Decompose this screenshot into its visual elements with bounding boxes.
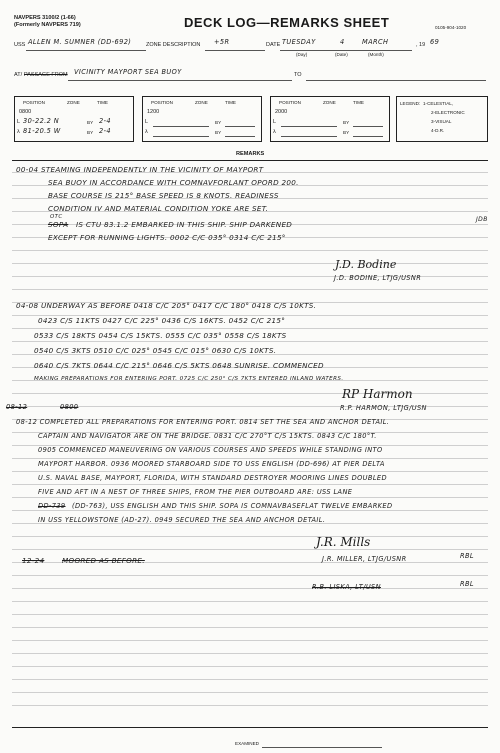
- zone-label: ZONE DESCRIPTION: [146, 42, 201, 48]
- watch1-line-6: EXCEPT FOR RUNNING LIGHTS. 0002 C/C 035° 0314 C/C 215°: [48, 233, 286, 242]
- longitude-line: [153, 136, 209, 137]
- watch2-line-2: 0423 C/S 11KTS 0427 C/C 225° 0436 C/S 16KTS. 0452 C/C 215°: [38, 316, 286, 325]
- date-label: DATE: [266, 42, 281, 48]
- watch4-text: MOORED AS BEFORE.: [62, 556, 145, 565]
- watch3-line-5: U.S. NAVAL BASE, MAYPORT, FLORIDA, WITH STANDARD DESTROYER MOORING LINES DOUBLED: [38, 474, 387, 482]
- box-header-position: POSITION: [151, 100, 173, 105]
- longitude-by-line: [353, 136, 383, 137]
- legend-item-celestial: 1-CELESTIAL,: [423, 101, 454, 106]
- longitude-value: 81-20.5 W: [23, 127, 61, 135]
- latitude-line: [281, 126, 337, 127]
- watch2-line-3: 0533 C/S 18KTS 0454 C/S 15KTS. 0555 C/C 035° 0558 C/S 18KTS: [34, 331, 287, 340]
- passage-label: PASSAGE FROM: [24, 72, 68, 78]
- latitude-by-label: BY: [215, 120, 222, 125]
- watch4-signer: R.B. LISKA, LT/USN: [312, 583, 381, 591]
- day-caption: (Day): [296, 52, 308, 57]
- passage-text: VICINITY MAYPORT SEA BUOY: [74, 68, 182, 76]
- watch1-signer: J.D. BODINE, LTJG/USNR: [334, 274, 422, 282]
- footer-rule: [12, 727, 488, 728]
- watch2-signature: RP Harmon: [342, 387, 413, 401]
- box-time: 2000: [275, 109, 288, 115]
- watch1-insert-note: OTC: [50, 214, 63, 220]
- watch1-line-3: BASE COURSE IS 215° BASE SPEED IS 8 KNOTS. READINESS: [48, 191, 279, 200]
- zone-value: +5R: [214, 38, 230, 46]
- box-header-time: TIME: [225, 100, 236, 105]
- at-label: AT/: [14, 72, 23, 78]
- watch3-line-3: 0905 COMMENCED MANEUVERING ON VARIOUS COURSES AND SPEEDS WHILE STANDING INTO: [38, 446, 383, 454]
- box-header-zone: ZONE: [323, 100, 336, 105]
- form-code: 0105-904-1020: [435, 25, 467, 30]
- watch3-line-2: CAPTAIN AND NAVIGATOR ARE ON THE BRIDGE. 0831 C/C 270°T C/S 15KTS. 0843 C/C 180°T.: [38, 432, 377, 440]
- year-suffix: 69: [430, 38, 440, 46]
- date-line: [280, 50, 412, 51]
- latitude-line: [153, 126, 209, 127]
- watch1-margin-note: JDB: [476, 216, 488, 223]
- date-caption: (Date): [335, 52, 348, 57]
- examined-label: EXAMINED: [235, 741, 259, 746]
- box-header-time: TIME: [97, 100, 108, 105]
- watch3-line-7: (DD-763), USS ENGLISH AND THIS SHIP. SOPA IS COMNAVBASEFLAT TWELVE EMBARKED: [72, 502, 393, 510]
- watch1-line-5: IS CTU 83.1.2 EMBARKED IN THIS SHIP. SHIP DARKENED: [76, 220, 293, 229]
- box-header-zone: ZONE: [195, 100, 208, 105]
- watch3-struck-inline: DD-739: [38, 502, 66, 510]
- legend-title: LEGEND:: [400, 101, 421, 106]
- latitude-label: L: [17, 119, 21, 125]
- watch4-initials: RBL: [460, 580, 474, 588]
- latitude-label: L: [273, 119, 277, 125]
- ship-name-line: [26, 50, 146, 51]
- latitude-by-value: 2-4: [99, 117, 111, 125]
- watch1-line-4: CONDITION IV AND MATERIAL CONDITION YOKE ARE SET.: [48, 204, 269, 213]
- watch1-signature: J.D. Bodine: [335, 258, 397, 271]
- date-value: 4: [340, 38, 345, 46]
- to-line: [306, 80, 486, 81]
- longitude-by-label: BY: [343, 130, 350, 135]
- month-value: MARCH: [362, 38, 389, 46]
- watch2-line-5: 0640 C/S 7KTS 0644 C/C 215° 0646 C/S 5KTS 0648 SUNRISE. COMMENCED: [34, 361, 324, 370]
- box-header-position: POSITION: [23, 100, 45, 105]
- latitude-by-label: BY: [343, 120, 350, 125]
- examined-line: [262, 747, 382, 748]
- box-header-time: TIME: [353, 100, 364, 105]
- watch3-signature: J.R. Mills: [316, 535, 371, 549]
- legend-box: [396, 96, 488, 142]
- watch3-signer: J.R. MILLER, LTJG/USNR: [322, 555, 407, 563]
- longitude-label: λ: [273, 129, 276, 135]
- page-title: DECK LOG—REMARKS SHEET: [184, 15, 390, 30]
- box-header-position: POSITION: [279, 100, 301, 105]
- position-box-2000: [270, 96, 390, 142]
- watch3-struck-time: 0800: [60, 403, 79, 411]
- watch1-struck-word: SOPA: [48, 220, 69, 229]
- latitude-by-label: BY: [87, 120, 94, 125]
- watch3-line-4: MAYPORT HARBOR. 0936 MOORED STARBOARD SIDE TO USS ENGLISH (DD-696) AT PIER DELTA: [38, 460, 385, 468]
- longitude-by-label: BY: [87, 130, 94, 135]
- box-header-zone: ZONE: [67, 100, 80, 105]
- legend-item-visual: 3-VISUAL: [431, 119, 452, 124]
- longitude-by-label: BY: [215, 130, 222, 135]
- uss-label: USS: [14, 42, 26, 48]
- legend-item-dr: 4-D.R.: [431, 128, 445, 133]
- longitude-by-value: 2-4: [99, 127, 111, 135]
- ruled-area: [12, 160, 488, 725]
- watch3-initials: RBL: [460, 552, 474, 560]
- position-box-0800: [14, 96, 134, 142]
- latitude-label: L: [145, 119, 149, 125]
- watch2-signer: R.P. HARMON, LTJG/USN: [340, 404, 427, 412]
- watch1-line-2: SEA BUOY IN ACCORDANCE WITH COMNAVFORLANT OPORD 200.: [48, 178, 299, 187]
- longitude-by-line: [225, 136, 255, 137]
- box-time: 0800: [19, 109, 32, 115]
- year-prefix: , 19: [416, 42, 426, 48]
- month-caption: (Month): [368, 52, 384, 57]
- legend-item-electronic: 2-ELECTRONIC: [431, 110, 465, 115]
- ship-name: ALLEN M. SUMNER (DD-692): [28, 38, 132, 46]
- watch2-line-1: 04-08 UNDERWAY AS BEFORE 0418 C/C 205° 0417 C/C 180° 0418 C/S 10KTS.: [16, 301, 317, 310]
- passage-line: [68, 80, 292, 81]
- box-time: 1200: [147, 109, 160, 115]
- watch3-line-8: IN USS YELLOWSTONE (AD-27). 0949 SECURED THE SEA AND ANCHOR DETAIL.: [38, 516, 326, 524]
- position-box-1200: [142, 96, 262, 142]
- latitude-by-line: [353, 126, 383, 127]
- to-label: TO: [294, 72, 302, 78]
- watch2-line-4: 0540 C/S 3KTS 0510 C/C 025° 0545 C/C 015° 0630 C/S 10KTS.: [34, 346, 277, 355]
- longitude-line: [281, 136, 337, 137]
- form-number: NAVPERS 3100/2 (1-66): [14, 15, 76, 21]
- watch3-line-1: 08-12 COMPLETED ALL PREPARATIONS FOR ENTERING PORT. 0814 SET THE SEA AND ANCHOR DETAIL.: [16, 418, 390, 426]
- watch4-label: 12-24: [22, 556, 45, 565]
- remarks-heading: REMARKS: [236, 151, 265, 157]
- latitude-by-line: [225, 126, 255, 127]
- longitude-label: λ: [17, 129, 20, 135]
- latitude-value: 30-22.2 N: [23, 117, 60, 125]
- longitude-label: λ: [145, 129, 148, 135]
- zone-line: [205, 50, 265, 51]
- watch3-line-6: FIVE AND AFT IN A NEST OF THREE SHIPS, FROM THE PIER OUTBOARD ARE: USS LANE: [38, 488, 353, 496]
- watch3-struck-margin: 08-12: [6, 403, 28, 411]
- watch1-line-1: 00-04 STEAMING INDEPENDENTLY IN THE VICINITY OF MAYPORT: [16, 165, 264, 174]
- form-formerly: (Formerly NAVPERS 719): [14, 22, 81, 28]
- day-value: TUESDAY: [282, 38, 316, 46]
- watch2-line-6: MAKING PREPARATIONS FOR ENTERING PORT. 0725 C/C 250° C/S 7KTS ENTERED INLAND WATERS.: [34, 376, 344, 382]
